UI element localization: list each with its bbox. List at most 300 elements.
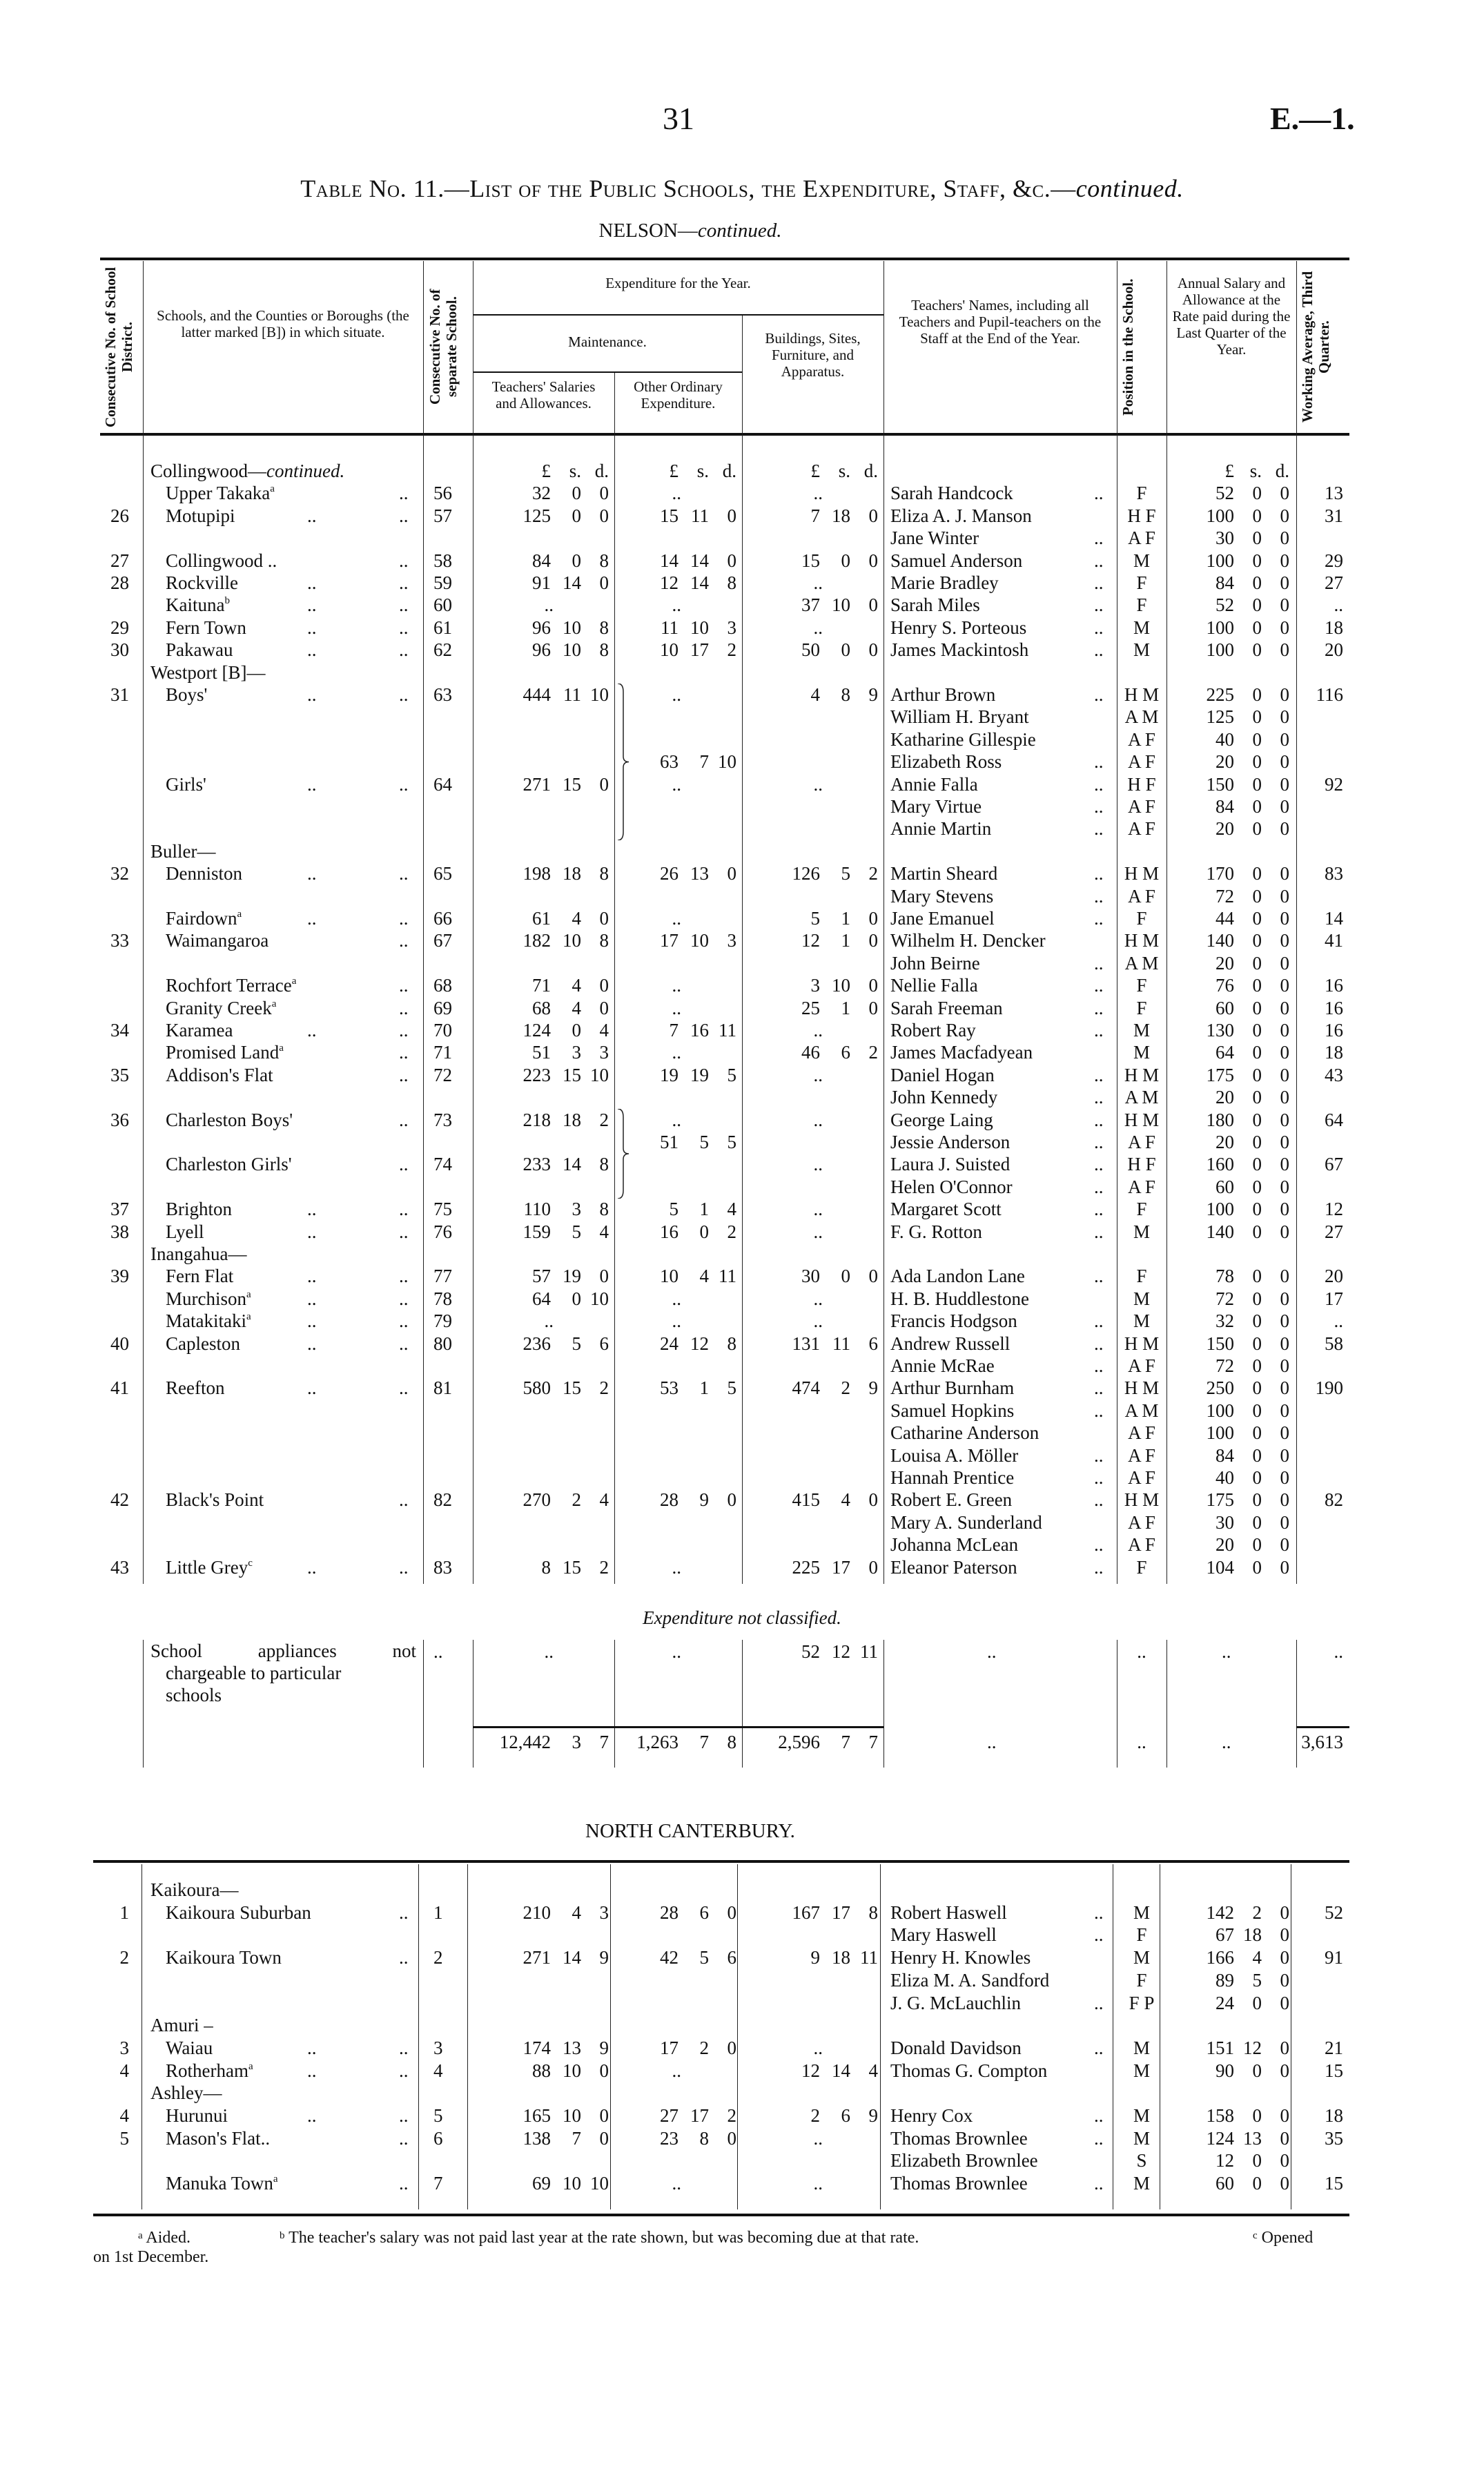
annual-salary [1166, 1064, 1296, 1086]
annual-salary-pounds: 30 [1215, 1512, 1234, 1533]
teachers-salaries-pence: 9 [599, 1947, 609, 1968]
annual-salary-shillings: 0 [1252, 1042, 1262, 1063]
annual-salary [1166, 706, 1296, 728]
working-average: 82 [1325, 1489, 1343, 1510]
teacher-name: Helen O'Connor [890, 1177, 1013, 1197]
separate-school-number: .. [433, 1641, 443, 1662]
leader-dots: .. [399, 1154, 409, 1174]
school-name-text: Karamea [166, 1020, 233, 1041]
annual-salary-pence: 0 [1280, 483, 1289, 503]
annual-salary-pounds: 20 [1215, 1132, 1234, 1152]
buildings-expenditure [742, 1153, 883, 1175]
teacher-position: A M [1124, 1087, 1159, 1107]
buildings-expenditure [742, 907, 883, 929]
buildings-expenditure [742, 997, 883, 1019]
teachers-salaries [473, 2037, 614, 2059]
annual-salary-pence: 0 [1280, 1377, 1289, 1398]
other-expenditure [614, 1131, 742, 1153]
buildings-expenditure-pounds: 7 [810, 505, 820, 526]
annual-salary [1166, 482, 1296, 504]
annual-salary-shillings: 0 [1252, 684, 1262, 705]
separate-school-number: 79 [433, 1310, 452, 1331]
other-expenditure-shillings: 1 [699, 1377, 709, 1398]
buildings-expenditure-nil: .. [813, 2128, 823, 2149]
annual-salary-pounds: 100 [1206, 550, 1234, 571]
teacher-name: Mary Virtue [890, 796, 982, 817]
other-expenditure [614, 773, 742, 795]
other-expenditure-shillings: 12 [690, 1333, 709, 1354]
annual-salary [1166, 2037, 1296, 2059]
other-expenditure [614, 684, 742, 706]
teacher-position: F [1136, 998, 1147, 1018]
other-expenditure-pence: 2 [727, 1221, 736, 1242]
annual-salary [1166, 1400, 1296, 1422]
table-title [0, 174, 1484, 203]
annual-salary-pounds: 250 [1206, 1377, 1234, 1398]
teacher-name: Ada Landon Lane [890, 1266, 1025, 1286]
teacher-position: A F [1128, 729, 1155, 750]
currency-units [742, 460, 883, 482]
leader-dots: .. [1094, 908, 1104, 929]
teachers-salaries-nil: .. [544, 594, 554, 615]
teachers-salaries-shillings: 10 [563, 2173, 581, 2194]
annual-salary [1166, 1333, 1296, 1355]
leader-dots: .. [399, 975, 409, 996]
annual-salary [1166, 1467, 1296, 1489]
teachers-salaries-pence: 3 [599, 1902, 609, 1923]
teacher-name: Martin Sheard [890, 863, 998, 884]
annual-salary-shillings: 18 [1243, 1924, 1262, 1945]
group-heading [0, 1879, 1484, 1901]
other-expenditure [614, 997, 742, 1019]
separate-school-number: 82 [433, 1489, 452, 1510]
leader-dots: .. [1094, 572, 1104, 593]
teachers-salaries-shillings: 10 [563, 639, 581, 660]
district-number: 1 [119, 1902, 129, 1923]
annual-salary-pounds: 150 [1206, 1333, 1234, 1354]
annual-salary-pounds: 20 [1215, 1087, 1234, 1107]
teachers-salaries-pounds: 88 [532, 2060, 551, 2081]
teacher-name: Mary A. Sunderland [890, 1512, 1042, 1533]
buildings-expenditure [742, 1489, 883, 1511]
teacher-position: H F [1127, 774, 1156, 795]
teachers-salaries [473, 1333, 614, 1355]
annual-salary: .. [1222, 1641, 1231, 1662]
annual-salary [1166, 2172, 1296, 2194]
buildings-expenditure-shillings: 0 [841, 550, 850, 571]
buildings-expenditure-nil: .. [813, 1199, 823, 1219]
annual-salary [1166, 1992, 1296, 2014]
other-expenditure-shillings: 2 [699, 2038, 709, 2058]
buildings-expenditure-shillings: 10 [832, 975, 850, 996]
buildings-expenditure [742, 2104, 883, 2127]
annual-salary [1166, 1533, 1296, 1556]
table-row [0, 1556, 1484, 1578]
teachers-salaries-pounds: 71 [532, 975, 551, 996]
teacher-position: H M [1124, 684, 1160, 705]
teachers-salaries-shillings: 0 [572, 550, 581, 571]
annual-salary [1166, 1086, 1296, 1108]
leader-dots: .. [399, 863, 409, 884]
teacher-name: Annie Martin [890, 818, 992, 839]
other-expenditure-pence: 8 [727, 1333, 736, 1354]
table-row [0, 773, 1484, 795]
col-divider [143, 261, 144, 434]
total-buildings-expenditure-pence: 7 [868, 1732, 878, 1752]
annual-salary-shillings: 0 [1252, 594, 1262, 615]
other-expenditure-pounds: 16 [660, 1221, 678, 1242]
teachers-salaries-shillings: 11 [563, 684, 581, 705]
other-expenditure-shillings: 5 [699, 1132, 709, 1152]
teacher-name: Daniel Hogan [890, 1065, 995, 1085]
teacher-name: Mary Haswell [890, 1924, 997, 1945]
annual-salary [1166, 1019, 1296, 1041]
annual-salary-pence: 0 [1280, 1288, 1289, 1309]
school-name [166, 773, 414, 795]
other-expenditure-pounds: 5 [669, 1199, 678, 1219]
header-buildings: Buildings, Sites, Furniture, and Apparatus. [765, 330, 861, 380]
units-row [0, 460, 1484, 482]
buildings-expenditure-shillings: 1 [841, 930, 850, 951]
other-expenditure-pence: 0 [727, 2128, 736, 2149]
other-expenditure-nil: .. [672, 1288, 681, 1309]
school-name [166, 2172, 414, 2194]
teachers-salaries [473, 1198, 614, 1220]
buildings-expenditure [742, 1265, 883, 1287]
annual-salary-pounds: 100 [1206, 1199, 1234, 1219]
teacher-position: H F [1127, 505, 1156, 526]
annual-salary-shillings: 0 [1252, 1199, 1262, 1219]
annual-salary-pounds: 175 [1206, 1065, 1234, 1085]
annual-salary-pounds: 52 [1215, 483, 1234, 503]
leader-dots: .. [399, 572, 409, 593]
total-other-expenditure-pounds: 1,263 [636, 1732, 678, 1752]
teachers-salaries [473, 2060, 614, 2082]
annual-salary [1166, 862, 1296, 884]
annual-salary-pence: 0 [1280, 684, 1289, 705]
table-row [0, 2172, 1484, 2194]
separate-school-number: 69 [433, 998, 452, 1018]
teachers-salaries-pounds: 96 [532, 617, 551, 638]
other-expenditure-shillings: 17 [690, 2105, 709, 2126]
teachers-salaries-pounds: 271 [523, 1947, 551, 1968]
teachers-salaries-shillings: 4 [572, 975, 581, 996]
total-buildings-expenditure-pounds: 2,596 [778, 1732, 820, 1752]
buildings-expenditure-pounds: 225 [792, 1557, 820, 1578]
annual-salary-shillings: 0 [1252, 572, 1262, 593]
school-name [166, 997, 414, 1019]
pound-unit: £ [810, 461, 820, 481]
teacher-name: Eliza A. J. Manson [890, 505, 1032, 526]
separate-school-number: 58 [433, 550, 452, 571]
annual-salary-pence: 0 [1280, 1445, 1289, 1466]
pence-unit: d. [1275, 461, 1289, 481]
buildings-expenditure-shillings: 1 [841, 998, 850, 1018]
separate-school-number: 63 [433, 684, 452, 705]
separate-school-number: 80 [433, 1333, 452, 1354]
teachers-salaries [473, 1288, 614, 1310]
table-row [0, 1310, 1484, 1332]
annual-salary-pence: 0 [1280, 1199, 1289, 1219]
working-average: 35 [1325, 2128, 1343, 2149]
school-name [166, 1041, 414, 1063]
buildings-expenditure [742, 572, 883, 594]
other-expenditure-pounds: 17 [660, 930, 678, 951]
district-number: 3 [119, 2038, 129, 2058]
teachers-salaries-shillings: 19 [563, 1266, 581, 1286]
leader-dots: .. [399, 2105, 409, 2126]
buildings-expenditure-pounds: 4 [810, 684, 820, 705]
table-row [0, 1467, 1484, 1489]
table-row [0, 2104, 1484, 2127]
other-expenditure-pence: 4 [727, 1199, 736, 1219]
other-expenditure-nil: .. [672, 1310, 681, 1331]
buildings-expenditure-nil: .. [813, 2173, 823, 2194]
teacher-position: M [1133, 1020, 1150, 1041]
group-name: Inangahua— [150, 1244, 247, 1264]
leader-dots: .. [399, 639, 409, 660]
footnote-marker: a [273, 2174, 278, 2185]
annual-salary-shillings: 0 [1252, 1534, 1262, 1555]
other-expenditure-shillings: 0 [699, 1221, 709, 1242]
teacher-position: H M [1124, 930, 1160, 951]
annual-salary-pence: 0 [1280, 1132, 1289, 1152]
district-number: 4 [119, 2060, 129, 2081]
annual-salary-pence: 0 [1280, 1902, 1289, 1923]
teacher-position: A F [1128, 528, 1155, 548]
table-row [0, 2060, 1484, 2082]
district-number: 34 [110, 1020, 129, 1041]
buildings-expenditure [742, 594, 883, 616]
teacher-position: M [1133, 2128, 1150, 2149]
teachers-salaries-pence: 0 [599, 1266, 609, 1286]
total-teachers-salaries [473, 1731, 614, 1753]
buildings-expenditure-pounds: 131 [792, 1333, 820, 1354]
annual-salary-pounds: 84 [1215, 1445, 1234, 1466]
teachers-salaries-pounds: 32 [532, 483, 551, 503]
school-name [166, 2037, 414, 2059]
working-average: 18 [1325, 617, 1343, 638]
teachers-salaries-pence: 4 [599, 1020, 609, 1041]
table-row [0, 1924, 1484, 1946]
annual-salary-pounds: 130 [1206, 1020, 1234, 1041]
leader-dots: .. [307, 863, 317, 884]
teachers-salaries-pounds: 159 [523, 1221, 551, 1242]
leader-dots: .. [1094, 2173, 1104, 2194]
leader-dots: .. [399, 483, 409, 503]
buildings-expenditure-pence: 0 [868, 975, 878, 996]
annual-salary-shillings: 0 [1252, 2105, 1262, 2126]
buildings-expenditure-shillings: 8 [841, 684, 850, 705]
school-name-text: Rotherham [166, 2060, 248, 2081]
teachers-salaries [473, 2172, 614, 2194]
other-expenditure-shillings: 10 [690, 930, 709, 951]
buildings-expenditure-shillings: 10 [832, 594, 850, 615]
teachers-salaries-pence: 0 [599, 505, 609, 526]
annual-salary-pounds: 32 [1215, 1310, 1234, 1331]
annual-salary-pence: 0 [1280, 1947, 1289, 1968]
leader-dots: .. [1094, 796, 1104, 817]
annual-salary [1166, 1176, 1296, 1198]
annual-salary [1166, 2104, 1296, 2127]
buildings-expenditure [742, 617, 883, 639]
school-name [166, 1556, 414, 1578]
teachers-salaries-pence: 4 [599, 1221, 609, 1242]
teacher-name: Elizabeth Ross [890, 751, 1002, 772]
teacher-position: S [1136, 2150, 1147, 2171]
table-row [0, 594, 1484, 616]
annual-salary [1166, 639, 1296, 661]
teachers-salaries-shillings: 4 [572, 998, 581, 1018]
teachers-salaries-pence: 0 [599, 975, 609, 996]
totals-row [0, 1731, 1484, 1753]
teachers-salaries-pence: 0 [599, 2060, 609, 2081]
annual-salary-pounds: 78 [1215, 1266, 1234, 1286]
annual-salary-shillings: 0 [1252, 1310, 1262, 1331]
teacher-position: F [1136, 594, 1147, 615]
total-other-expenditure-shillings: 7 [699, 1732, 709, 1752]
buildings-expenditure-shillings: 2 [841, 1377, 850, 1398]
footnote-marker: a [271, 998, 277, 1009]
annual-salary-pence: 0 [1280, 1924, 1289, 1945]
table-row [0, 974, 1484, 996]
separate-school-number: 76 [433, 1221, 452, 1242]
table-row [0, 1992, 1484, 2014]
buildings-expenditure-pence: 0 [868, 550, 878, 571]
other-expenditure-pounds: 11 [661, 617, 678, 638]
working-average: 91 [1325, 1947, 1343, 1968]
teacher-name: Samuel Anderson [890, 550, 1023, 571]
pence-unit: d. [863, 461, 878, 481]
annual-salary-pence: 0 [1280, 953, 1289, 974]
table-row [0, 706, 1484, 728]
teacher-position: M [1133, 2060, 1150, 2081]
group-name [150, 460, 427, 482]
teacher-name: Robert E. Green [890, 1489, 1013, 1510]
leader-dots: .. [307, 617, 317, 638]
teacher-position: M [1133, 1042, 1150, 1063]
leader-dots: .. [1094, 1110, 1104, 1130]
other-expenditure-pence: 0 [727, 1902, 736, 1923]
school-name-text: Boys' [166, 684, 208, 705]
annual-salary-pounds: 100 [1206, 639, 1234, 660]
teacher-name: Annie McRae [890, 1355, 995, 1376]
leader-dots: .. [1094, 1355, 1104, 1376]
buildings-expenditure-nil: .. [813, 483, 823, 503]
teacher-position: M [1133, 1221, 1150, 1242]
teachers-salaries-pounds: 138 [523, 2128, 551, 2149]
header-teachers-salaries: Teachers' Salaries and Allowances. [491, 378, 596, 412]
footnote-marker: a [291, 976, 297, 987]
teachers-salaries [473, 639, 614, 661]
annual-salary-pounds: 84 [1215, 572, 1234, 593]
other-expenditure-shillings: 14 [690, 572, 709, 593]
buildings-expenditure-pounds: 415 [792, 1489, 820, 1510]
annual-salary-pence: 0 [1280, 863, 1289, 884]
annual-salary-pence: 0 [1280, 796, 1289, 817]
teachers-salaries-nil: .. [544, 1641, 554, 1662]
buildings-expenditure [742, 1064, 883, 1086]
school-name [166, 1019, 414, 1041]
other-expenditure [614, 751, 742, 773]
working-average: 83 [1325, 863, 1343, 884]
buildings-expenditure-shillings: 14 [832, 2060, 850, 2081]
annual-salary-pence: 0 [1280, 998, 1289, 1018]
annual-salary [1166, 1041, 1296, 1063]
buildings-expenditure [742, 639, 883, 661]
footnote-c-text: Opened [1261, 2229, 1314, 2247]
buildings-expenditure-shillings: 1 [841, 908, 850, 929]
teachers-salaries [473, 974, 614, 996]
annual-salary-pounds: 44 [1215, 908, 1234, 929]
teachers-salaries [473, 1377, 614, 1399]
teacher-position: H M [1124, 863, 1160, 884]
other-expenditure [614, 1041, 742, 1063]
teachers-salaries-pence: 0 [599, 483, 609, 503]
annual-salary-pence: 0 [1280, 2128, 1289, 2149]
working-average: 12 [1325, 1199, 1343, 1219]
buildings-expenditure-pence: 9 [868, 1377, 878, 1398]
other-expenditure-pounds: 19 [660, 1065, 678, 1085]
other-expenditure-nil: .. [672, 684, 681, 705]
buildings-expenditure [742, 1198, 883, 1220]
annual-salary-shillings: 0 [1252, 1467, 1262, 1488]
buildings-expenditure-pence: 9 [868, 2105, 878, 2126]
annual-salary-pence: 0 [1280, 1177, 1289, 1197]
teachers-salaries-pence: 10 [590, 2173, 609, 2194]
teachers-salaries-shillings: 2 [572, 1489, 581, 1510]
teachers-salaries [473, 1901, 614, 1924]
annual-salary-shillings: 0 [1252, 863, 1262, 884]
annual-salary-pence: 0 [1280, 617, 1289, 638]
table-row [0, 482, 1484, 504]
teachers-salaries-pounds: 110 [523, 1199, 551, 1219]
other-expenditure-shillings: 11 [691, 505, 709, 526]
leader-dots: .. [399, 1065, 409, 1085]
teachers-salaries-shillings: 10 [563, 930, 581, 951]
teacher-position: F [1136, 1199, 1147, 1219]
annual-salary-shillings: 0 [1252, 774, 1262, 795]
other-expenditure [614, 1198, 742, 1220]
other-expenditure-pounds: 51 [660, 1132, 678, 1152]
annual-salary-pounds: 60 [1215, 998, 1234, 1018]
currency-units [614, 460, 742, 482]
other-expenditure-shillings: 4 [699, 1266, 709, 1286]
header-district-no: Consecutive No. of School District. [102, 267, 135, 427]
total-teachers-salaries-shillings: 3 [572, 1732, 581, 1752]
group-heading [0, 840, 1484, 862]
teacher-name: Katharine Gillespie [890, 729, 1036, 750]
teacher-name: James Mackintosh [890, 639, 1029, 660]
annual-salary [1166, 997, 1296, 1019]
annual-salary-pounds: 124 [1206, 2128, 1234, 2149]
table-row [0, 1333, 1484, 1355]
teacher-position: A F [1128, 1355, 1155, 1376]
separate-school-number: 57 [433, 505, 452, 526]
leader-dots: .. [1094, 863, 1104, 884]
annual-salary [1166, 974, 1296, 996]
annual-salary-pounds: 52 [1215, 594, 1234, 615]
pound-unit: £ [1224, 461, 1234, 481]
leader-dots: .. [399, 1199, 409, 1219]
other-expenditure [614, 907, 742, 929]
annual-salary-shillings: 0 [1252, 1333, 1262, 1354]
annual-salary-shillings: 0 [1252, 1377, 1262, 1398]
brace-icon [616, 684, 630, 844]
teachers-salaries [473, 1221, 614, 1243]
school-name-text: Motupipi [166, 505, 235, 526]
footnote-marker: a [246, 1311, 251, 1322]
